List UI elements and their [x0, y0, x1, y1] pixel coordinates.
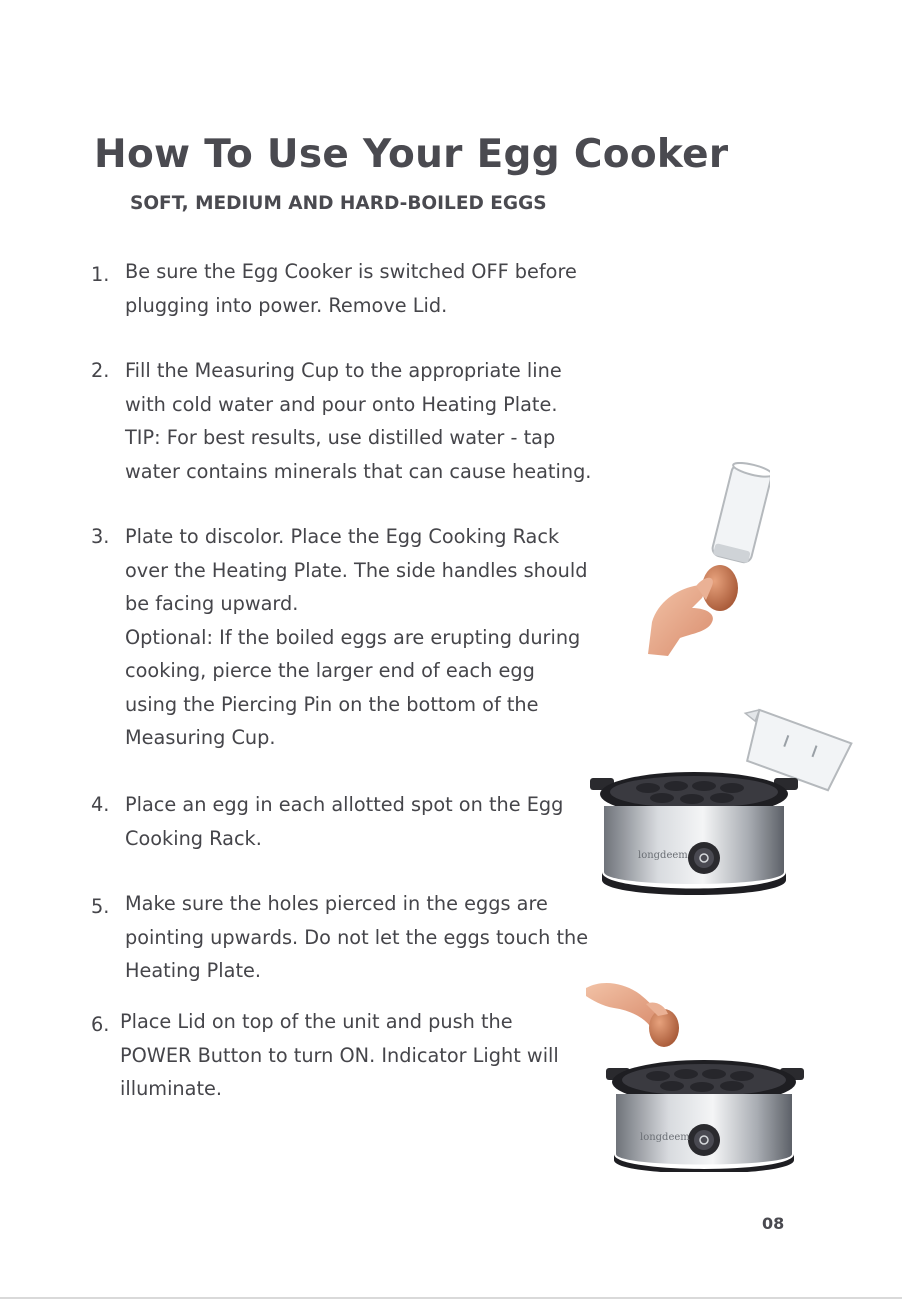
step-number: 6.: [91, 1013, 110, 1036]
step-2: [91, 354, 592, 488]
step-line: TIP: For best results, use distilled water - tap: [125, 426, 556, 449]
step-line: pointing upwards. Do not let the eggs touch the: [125, 925, 589, 949]
page-title: How To Use Your Egg Cooker: [94, 132, 729, 177]
step-6: [91, 1005, 559, 1106]
page-subtitle: SOFT, MEDIUM AND HARD-BOILED EGGS: [130, 193, 547, 214]
step-line: illuminate.: [120, 1077, 223, 1100]
step-line: Plate to discolor. Place the Egg Cooking Rack: [125, 525, 560, 548]
step-number: 1.: [91, 263, 110, 286]
step-line: Place Lid on top of the unit and push the: [120, 1010, 513, 1033]
step-4: [91, 788, 564, 855]
step-number: 2.: [91, 359, 110, 382]
step-line: water contains minerals that can cause heating.: [125, 459, 592, 483]
step-5: [91, 887, 589, 988]
step-1: [91, 255, 577, 322]
step-line: Heating Plate.: [125, 959, 262, 982]
brand-label: longdeem: [638, 850, 688, 861]
step-number: 3.: [91, 525, 110, 548]
step-line: over the Heating Plate. The side handles should: [125, 558, 588, 582]
step-number: 4.: [91, 793, 110, 816]
step-line: Be sure the Egg Cooker is switched OFF before: [125, 260, 577, 283]
step-line: Measuring Cup.: [125, 726, 276, 749]
step-3: [91, 520, 588, 755]
step-line: cooking, pierce the larger end of each egg: [125, 659, 535, 682]
step-line: be facing upward.: [125, 592, 299, 615]
step-line: Place an egg in each allotted spot on the Egg: [125, 793, 564, 816]
brand-label: longdeem: [640, 1132, 690, 1143]
step-line: with cold water and pour onto Heating Plate.: [125, 392, 558, 416]
step-line: Make sure the holes pierced in the eggs are: [125, 892, 548, 915]
step-number: 5.: [91, 895, 110, 918]
step-line: POWER Button to turn ON. Indicator Light will: [120, 1043, 559, 1067]
egg-cooker-hand-egg-icon: [584, 974, 814, 1172]
step-line: Optional: If the boiled eggs are erupting during: [125, 625, 581, 649]
step-line: Cooking Rack.: [125, 826, 262, 850]
egg-cooker-pouring-cup-icon: [588, 708, 868, 896]
step-line: Fill the Measuring Cup to the appropriate line: [125, 359, 562, 382]
page-number: 08: [762, 1214, 785, 1233]
step-line: plugging into power. Remove Lid.: [125, 293, 448, 317]
hand-egg-measuring-cup-icon: [640, 462, 770, 662]
step-line: using the Piercing Pin on the bottom of the: [125, 692, 539, 716]
